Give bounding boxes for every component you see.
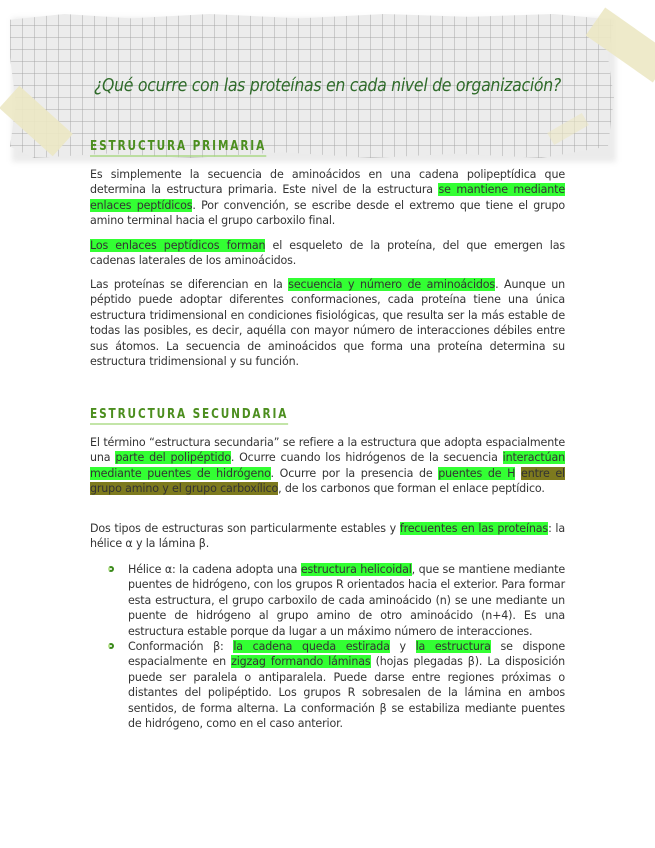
text-run: Las proteínas se diferencian en la xyxy=(90,278,289,291)
highlight: se mantiene mediante enlaces peptídicos xyxy=(90,183,565,212)
text-run: Dos tipos de estructuras son particularmente estables y xyxy=(90,522,400,535)
text-run: . Ocurre cuando los hidrógenos de la secuencia xyxy=(230,451,503,465)
text-run: Conformación β: xyxy=(128,640,234,654)
ring-bullet-icon xyxy=(108,566,114,572)
ring-bullet-icon xyxy=(108,643,114,649)
list-item-helice xyxy=(104,562,565,639)
paragraph-primaria-3 xyxy=(90,277,565,369)
section-heading-primaria: ESTRUCTURA PRIMARIA xyxy=(90,138,266,157)
text-run: . Por convención, se escribe desde el extremo que tiene el grupo amino terminal hacia el grupo carboxilo final. xyxy=(90,198,565,228)
highlight: frecuentes en las proteínas xyxy=(399,522,549,535)
text-run: Hélice α: la cadena adopta una xyxy=(128,563,301,576)
highlight: la cadena queda estirada xyxy=(233,640,390,654)
text-run: . Ocurre por la presencia de xyxy=(270,466,439,480)
highlight: parte del polipéptido xyxy=(115,451,231,465)
paragraph-secundaria-2 xyxy=(90,521,565,552)
text-run: (hojas plegadas β). La disposición puede ser paralela o antiparalela. Puede darse entre regiones próximas o distantes del polipéptido. Los grupos R sobresalen de la lámina en ambos sentidos, de forma alterna. La conformación β se estabiliza mediante puentes de hidrógeno, como en el caso anterior. xyxy=(128,655,565,731)
text-run: . Aunque un péptido puede adoptar diferentes conformaciones, cada proteína tiene una única estructura tridimensional en condiciones fisiológicas, que resulta ser la más estable de todas las posibles, es decir, aquélla con mayor número de interacciones débiles entre sus átomos. La secuencia de aminoácidos que forma una proteína determina su estructura tridimensional y su función. xyxy=(90,278,566,369)
highlight: Los enlaces peptídicos forman xyxy=(90,239,266,252)
section-heading-secundaria: ESTRUCTURA SECUNDARIA xyxy=(90,406,288,425)
text-run: El término “estructura secundaria” se refiere a la estructura que adopta espacialmente una xyxy=(90,436,565,465)
paragraph-primaria-1 xyxy=(90,167,565,229)
paragraph-secundaria-1 xyxy=(90,435,565,497)
highlight: interactúan mediante puentes de hidrógeno xyxy=(90,451,565,480)
text-run: Es simplemente la secuencia de aminoácidos en una cadena polipeptídica que determina la estructura primaria. Este nivel de la estructura xyxy=(90,168,565,197)
text-run: el esqueleto de la proteína, del que emergen las cadenas laterales de los aminoácidos. xyxy=(90,239,565,268)
list-item-conformacion-beta xyxy=(104,639,565,731)
highlight-dark: entre el grupo amino y el grupo carboxílico xyxy=(90,466,565,496)
highlight: secuencia y número de aminoácidos xyxy=(288,278,496,291)
highlight: zigzag formando láminas xyxy=(231,655,371,669)
highlight: la estructura xyxy=(415,640,491,654)
text-run: se dispone espacialmente en xyxy=(128,640,566,669)
text-run: y xyxy=(389,640,416,654)
text-run: : la hélice α y la lámina β. xyxy=(90,522,565,551)
highlight: puentes de H xyxy=(438,466,516,480)
structure-types-list xyxy=(104,562,565,731)
text-run: , que se mantiene mediante puentes de hidrógeno, con los grupos R orientados hacia el exterior. Para formar esta estructura, el grupo carboxilo de cada aminoácido (n) se une mediante un puente de hidrógeno al grupo amino de otro aminoácido (n+4). Es una estructura estable porque da lugar a un máximo número de interacciones. xyxy=(128,563,565,638)
text-run: , de los carbonos que forman el enlace peptídico. xyxy=(278,482,545,496)
highlight: estructura helicoidal xyxy=(300,563,412,576)
page-title: ¿Qué ocurre con las proteínas en cada nivel de organización? xyxy=(93,76,561,96)
paragraph-primaria-2 xyxy=(90,238,565,269)
